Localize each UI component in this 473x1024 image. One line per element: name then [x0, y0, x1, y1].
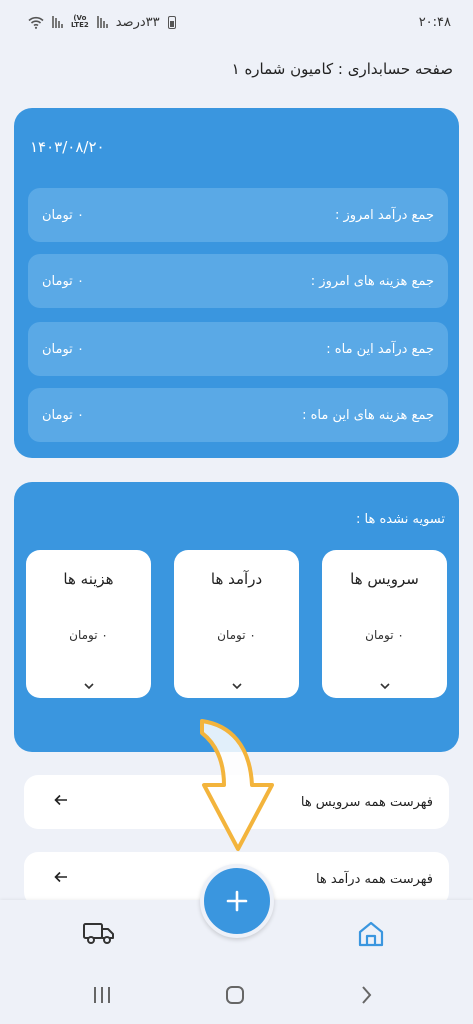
summary-value: ۰ تومان — [42, 407, 84, 423]
unsettled-services-card[interactable] — [322, 550, 447, 698]
plus-icon — [225, 889, 249, 913]
chevron-down-icon[interactable] — [322, 675, 447, 694]
signal-icon — [97, 16, 108, 28]
arrow-left-icon — [54, 871, 68, 887]
status-right — [419, 15, 451, 30]
summary-date: ۱۴۰۳/۰۸/۲۰ — [30, 138, 105, 156]
status-bar — [0, 0, 473, 44]
volte-icon: Vo) LTE2 — [71, 14, 89, 29]
highlight-arrow-icon — [190, 715, 290, 855]
mini-card-value: ۰ تومان — [217, 628, 256, 642]
unsettled-card — [14, 482, 459, 752]
mini-card-title: درآمد ها — [210, 570, 263, 588]
battery-icon — [168, 16, 176, 29]
summary-label: جمع هزینه های این ماه : — [302, 407, 434, 423]
recent-apps-icon[interactable] — [92, 984, 112, 1010]
unsettled-incomes-card[interactable] — [174, 550, 299, 698]
truck-icon[interactable] — [82, 920, 116, 950]
unsettled-title: تسویه نشده ها : — [356, 512, 445, 527]
status-left — [28, 15, 176, 30]
arrow-left-icon — [54, 794, 68, 810]
summary-row-today-income — [28, 188, 448, 242]
summary-label: جمع هزینه های امروز : — [310, 273, 434, 289]
mini-card-title: سرویس ها — [350, 570, 419, 588]
page-title: صفحه حسابداری : کامیون شماره ۱ — [231, 60, 453, 78]
home-icon[interactable] — [356, 920, 386, 952]
summary-label: جمع درآمد این ماه : — [326, 341, 434, 357]
summary-row-month-income — [28, 322, 448, 376]
chevron-down-icon[interactable] — [174, 675, 299, 694]
wifi-icon — [28, 16, 44, 29]
list-label: فهرست همه سرویس ها — [300, 794, 433, 810]
summary-value: ۰ تومان — [42, 207, 84, 223]
chevron-down-icon[interactable] — [26, 675, 151, 694]
list-label: فهرست همه درآمد ها — [315, 871, 433, 887]
unsettled-expenses-card[interactable] — [26, 550, 151, 698]
home-button-icon[interactable] — [224, 984, 246, 1010]
system-nav-bar — [0, 972, 473, 1024]
summary-row-today-expense — [28, 254, 448, 308]
back-icon[interactable] — [358, 984, 374, 1010]
summary-card — [14, 108, 459, 458]
summary-value: ۰ تومان — [42, 273, 84, 289]
battery-text: ۳۳درصد — [115, 14, 160, 30]
mini-card-value: ۰ تومان — [365, 628, 404, 642]
mini-card-value: ۰ تومان — [69, 628, 108, 642]
add-fab-button[interactable] — [200, 864, 274, 938]
summary-label: جمع درآمد امروز : — [334, 207, 434, 223]
mini-card-title: هزینه ها — [63, 570, 114, 588]
status-time: ۲۰:۴۸ — [418, 14, 451, 30]
summary-value: ۰ تومان — [42, 341, 84, 357]
signal-icon-2 — [52, 16, 63, 28]
summary-row-month-expense — [28, 388, 448, 442]
